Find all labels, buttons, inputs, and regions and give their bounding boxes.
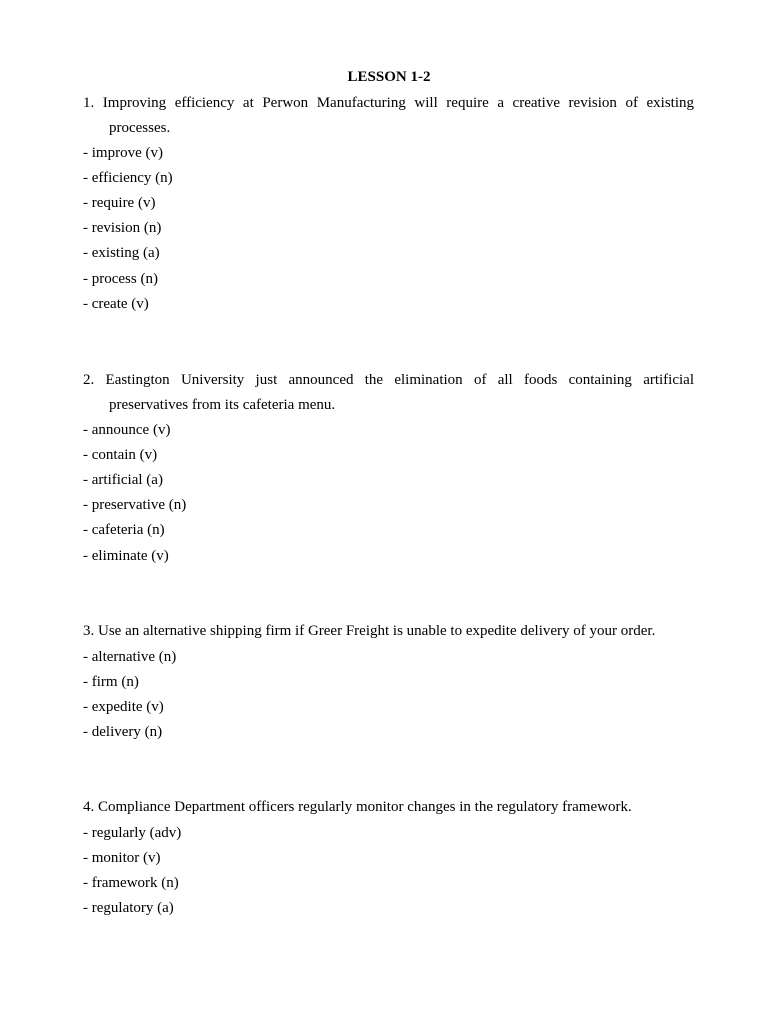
vocab-item: - efficiency (n) <box>83 170 173 186</box>
vocab-item: - contain (v) <box>83 447 158 463</box>
sentence-1-line-1: 1. Improving efficiency at Perwon Manufacturing will require a creative revision of existing <box>83 95 694 111</box>
page-title: LESSON 1-2 <box>347 69 431 85</box>
vocab-item: - improve (v) <box>83 145 163 161</box>
vocab-item: - firm (n) <box>83 674 139 690</box>
sentence-4: 4. Compliance Department officers regularly monitor changes in the regulatory framework. <box>83 799 632 815</box>
vocab-item: - monitor (v) <box>83 850 161 866</box>
vocab-item: - delivery (n) <box>83 724 163 740</box>
vocab-item: - alternative (n) <box>83 649 177 665</box>
vocab-item: - require (v) <box>83 195 156 211</box>
sentence-3: 3. Use an alternative shipping firm if Greer Freight is unable to expedite delivery of your order. <box>83 623 656 639</box>
sentence-2-line-1: 2. Eastington University just announced the elimination of all foods containing artificial <box>83 372 694 388</box>
vocab-item: - artificial (a) <box>83 472 163 488</box>
sentence-2-line-2: preservatives from its cafeteria menu. <box>109 397 336 413</box>
vocab-item: - framework (n) <box>83 875 179 891</box>
sentence-1-line-2: processes. <box>109 120 171 136</box>
vocab-item: - announce (v) <box>83 422 171 438</box>
vocab-item: - eliminate (v) <box>83 548 169 564</box>
vocab-item: - regularly (adv) <box>83 825 182 841</box>
vocab-item: - create (v) <box>83 296 149 312</box>
vocab-item: - revision (n) <box>83 220 162 236</box>
vocab-item: - existing (a) <box>83 245 160 261</box>
vocab-item: - process (n) <box>83 271 158 287</box>
vocab-item: - regulatory (a) <box>83 900 174 916</box>
vocab-item: - expedite (v) <box>83 699 164 715</box>
vocab-item: - cafeteria (n) <box>83 522 165 538</box>
vocab-item: - preservative (n) <box>83 497 187 513</box>
